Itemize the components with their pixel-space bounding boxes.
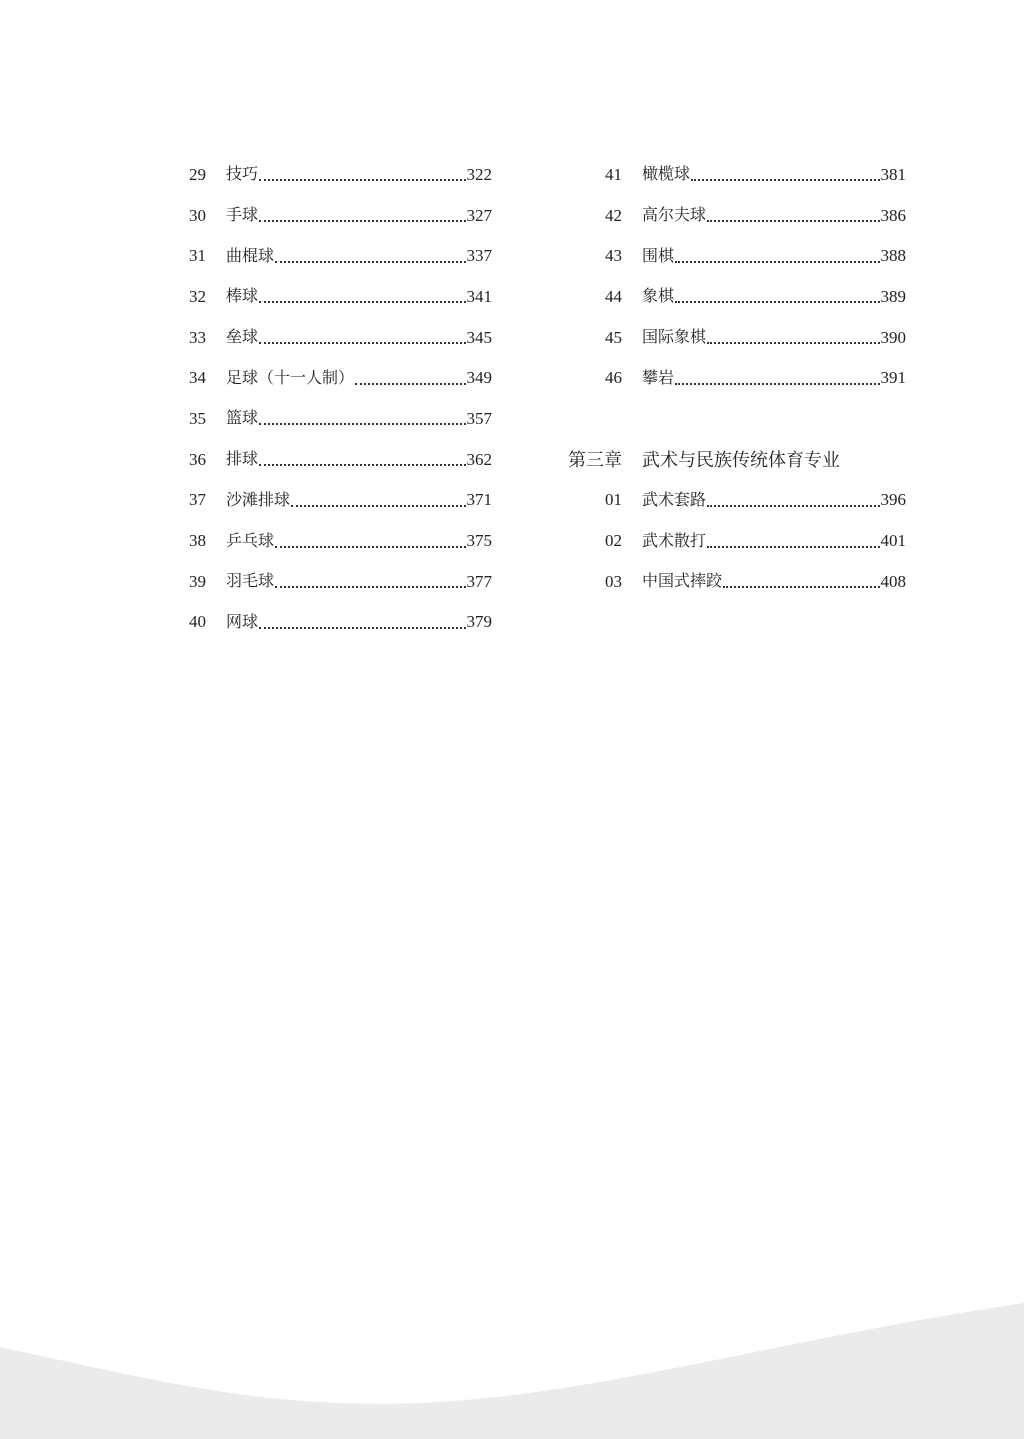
entry-number: 36 [189, 449, 206, 469]
entry-page: 375 [466, 531, 492, 551]
leader-dots [707, 505, 879, 507]
entry-number: 31 [189, 246, 206, 266]
toc-entry[interactable] [568, 357, 906, 398]
entry-page: 390 [880, 327, 906, 347]
entry-page: 389 [880, 286, 906, 306]
chapter-heading[interactable] [568, 439, 906, 480]
entry-title: 乒乓球 [226, 530, 275, 550]
entry-title: 攀岩 [642, 367, 675, 387]
entry-title: 沙滩排球 [226, 489, 291, 509]
footer-wave-decoration [0, 1299, 1024, 1439]
entry-number: 35 [189, 408, 206, 428]
toc-entry[interactable] [568, 317, 906, 358]
entry-page: 388 [880, 246, 906, 266]
entry-title: 棒球 [226, 286, 259, 306]
entry-page: 386 [880, 205, 906, 225]
entry-number: 37 [189, 490, 206, 510]
toc-entry[interactable] [568, 195, 906, 236]
entry-number: 41 [605, 164, 622, 184]
toc-entry[interactable] [189, 154, 492, 195]
toc-entry[interactable] [568, 480, 906, 521]
leader-dots [259, 627, 465, 629]
leader-dots [675, 261, 879, 263]
entry-page: 377 [466, 571, 492, 591]
entry-number: 45 [605, 327, 622, 347]
toc-entry[interactable] [189, 357, 492, 398]
leader-dots [259, 179, 465, 181]
entry-number: 43 [605, 246, 622, 266]
entry-page: 401 [880, 531, 906, 551]
entry-page: 381 [880, 164, 906, 184]
leader-dots [723, 586, 879, 588]
entry-page: 408 [880, 571, 906, 591]
entry-page: 349 [466, 368, 492, 388]
entry-title: 中国式摔跤 [642, 571, 723, 591]
toc-right-column [568, 154, 906, 602]
entry-number: 42 [605, 205, 622, 225]
leader-dots [259, 301, 465, 303]
leader-dots [259, 220, 465, 222]
entry-number: 40 [189, 612, 206, 632]
entry-number: 30 [189, 205, 206, 225]
toc-entry[interactable] [189, 561, 492, 602]
leader-dots [259, 464, 465, 466]
entry-page: 371 [466, 490, 492, 510]
entry-title: 篮球 [226, 408, 259, 428]
entry-title: 围棋 [642, 245, 675, 265]
entry-title: 武术套路 [642, 489, 707, 509]
leader-dots [707, 220, 879, 222]
toc-entry[interactable] [189, 480, 492, 521]
entry-title: 国际象棋 [642, 327, 707, 347]
toc-entry[interactable] [189, 439, 492, 480]
entry-page: 345 [466, 327, 492, 347]
entry-page: 379 [466, 612, 492, 632]
toc-entry[interactable] [189, 398, 492, 439]
toc-entry[interactable] [189, 317, 492, 358]
leader-dots [275, 586, 465, 588]
leader-dots [275, 261, 465, 263]
toc-entry[interactable] [189, 235, 492, 276]
entry-number: 03 [605, 571, 622, 591]
leader-dots [291, 505, 465, 507]
entry-title: 垒球 [226, 327, 259, 347]
toc-entry[interactable] [189, 276, 492, 317]
entry-page: 327 [466, 205, 492, 225]
entry-number: 01 [605, 490, 622, 510]
entry-title: 橄榄球 [642, 164, 691, 184]
entry-page: 362 [466, 449, 492, 469]
toc-entry[interactable] [568, 561, 906, 602]
leader-dots [691, 179, 879, 181]
entry-title: 高尔夫球 [642, 205, 707, 225]
toc-entry[interactable] [189, 520, 492, 561]
entry-title: 武术散打 [642, 530, 707, 550]
toc-entry[interactable] [568, 154, 906, 195]
entry-page: 391 [880, 368, 906, 388]
leader-dots [675, 301, 879, 303]
toc-left-column [189, 154, 492, 642]
chapter-title: 武术与民族传统体育专业 [642, 450, 840, 472]
entry-page: 396 [880, 490, 906, 510]
entry-number: 33 [189, 327, 206, 347]
entry-title: 足球（十一人制） [226, 367, 355, 387]
toc-entry[interactable] [568, 276, 906, 317]
entry-number: 39 [189, 571, 206, 591]
toc-entry[interactable] [189, 195, 492, 236]
leader-dots [259, 423, 465, 425]
entry-page: 337 [466, 246, 492, 266]
entry-title: 曲棍球 [226, 245, 275, 265]
leader-dots [275, 546, 465, 548]
leader-dots [259, 342, 465, 344]
entry-title: 羽毛球 [226, 571, 275, 591]
entry-number: 34 [189, 368, 206, 388]
entry-number: 32 [189, 286, 206, 306]
entry-number: 02 [605, 531, 622, 551]
entry-title: 网球 [226, 611, 259, 631]
leader-dots [675, 383, 879, 385]
leader-dots [355, 383, 465, 385]
entry-title: 技巧 [226, 164, 259, 184]
entry-number: 46 [605, 368, 622, 388]
entry-number: 44 [605, 286, 622, 306]
chapter-label: 第三章 [568, 450, 622, 472]
leader-dots [707, 342, 879, 344]
leader-dots [707, 546, 879, 548]
entry-title: 手球 [226, 205, 259, 225]
entry-page: 322 [466, 164, 492, 184]
entry-title: 象棋 [642, 286, 675, 306]
toc-entry[interactable] [568, 235, 906, 276]
entry-number: 29 [189, 164, 206, 184]
toc-entry[interactable] [568, 520, 906, 561]
entry-number: 38 [189, 531, 206, 551]
entry-page: 341 [466, 286, 492, 306]
entry-title: 排球 [226, 449, 259, 469]
entry-page: 357 [466, 408, 492, 428]
toc-entry[interactable] [189, 602, 492, 643]
